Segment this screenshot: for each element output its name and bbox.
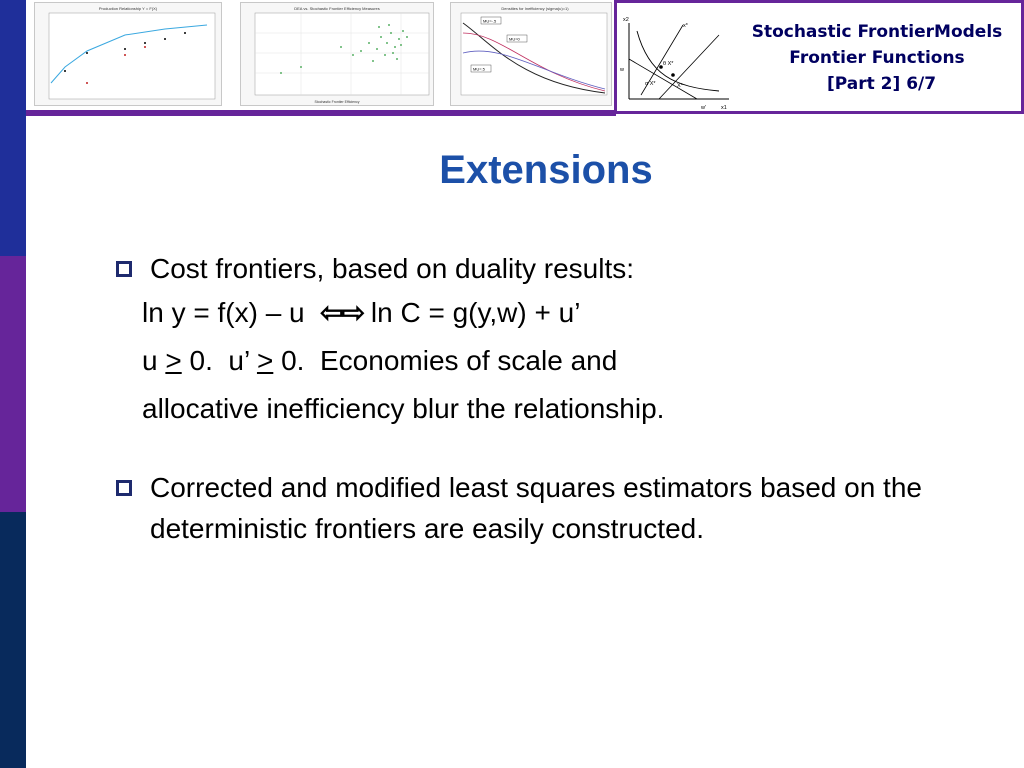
- header-title: [727, 19, 1024, 97]
- isoquant-label-xstar: x*: [683, 23, 688, 29]
- line3-text-a: u: [142, 345, 166, 376]
- production-equation: ln y = f(x) – u: [142, 297, 321, 328]
- header-title-line-3: [Part 2] 6/7: [827, 74, 937, 94]
- bullet-1-line-3: [116, 337, 996, 385]
- line3-text-b: 0. u’: [181, 345, 257, 376]
- bullet-square-icon: [116, 261, 132, 277]
- isoquant-label-xstar-2: X*: [677, 83, 683, 89]
- dea-thumbnail-xlabel: Stochastic Frontier Efficiency: [314, 100, 360, 104]
- header-title-box: [614, 0, 1024, 114]
- dea-scatter-thumbnail: [240, 2, 434, 106]
- isoquant-label-x2: x2: [623, 17, 629, 23]
- densities-thumbnail: [450, 2, 612, 106]
- cost-equation: ln C = g(y,w) + u’: [363, 297, 581, 328]
- header-title-line-2: Frontier Functions: [789, 48, 965, 68]
- sidebar-band-navy: [0, 512, 26, 768]
- sidebar-band-blue: [0, 0, 26, 256]
- production-thumbnail-title: Production Relationship Y = F(X): [98, 6, 158, 11]
- geq-symbol-1: >: [165, 345, 182, 376]
- isoquant-label-theta: θ X*: [663, 61, 674, 67]
- density-label-1: MU=-.5: [483, 18, 497, 24]
- geq-symbol-2: >: [256, 345, 274, 376]
- line3-text-c: 0. Economies of scale and: [273, 345, 618, 376]
- bullet-2-text: Corrected and modified least squares estimators based on the deterministic frontiers are easily constructed.: [150, 472, 922, 544]
- header-rule: [26, 110, 616, 116]
- isoquant-label-w: w: [620, 67, 624, 73]
- isoquant-diagram: [619, 5, 729, 113]
- bullet-item-1: [116, 248, 996, 289]
- isoquant-label-wprime: w': [701, 105, 707, 111]
- density-label-3: MU=.5: [473, 66, 485, 72]
- isoquant-label-alpha: α X*: [645, 81, 656, 87]
- densities-thumbnail-title: Densities for Inefficiency (sigma(u)=1): [501, 6, 569, 11]
- production-chart-thumbnail: [34, 2, 222, 106]
- header-title-line-1: Stochastic FrontierModels: [751, 22, 1003, 42]
- isoquant-label-x1: x1: [721, 105, 727, 111]
- bullet-1-line-2: [116, 289, 996, 337]
- bullet-1-line-4: allocative inefficiency blur the relationship.: [142, 393, 665, 424]
- density-label-2: MU=0: [509, 36, 520, 42]
- dea-thumbnail-title: DEA vs. Stochastic Frontier Efficiency Measures: [294, 6, 380, 11]
- bullet-list: [116, 248, 996, 549]
- sidebar-band-purple: [0, 256, 26, 512]
- slide-title: Extensions: [439, 148, 653, 192]
- bullet-item-2: [116, 467, 996, 549]
- bullet-1-text: Cost frontiers, based on duality results:: [150, 253, 635, 284]
- double-arrow-icon: ⇦⇨: [320, 297, 364, 328]
- bullet-square-icon: [116, 480, 132, 496]
